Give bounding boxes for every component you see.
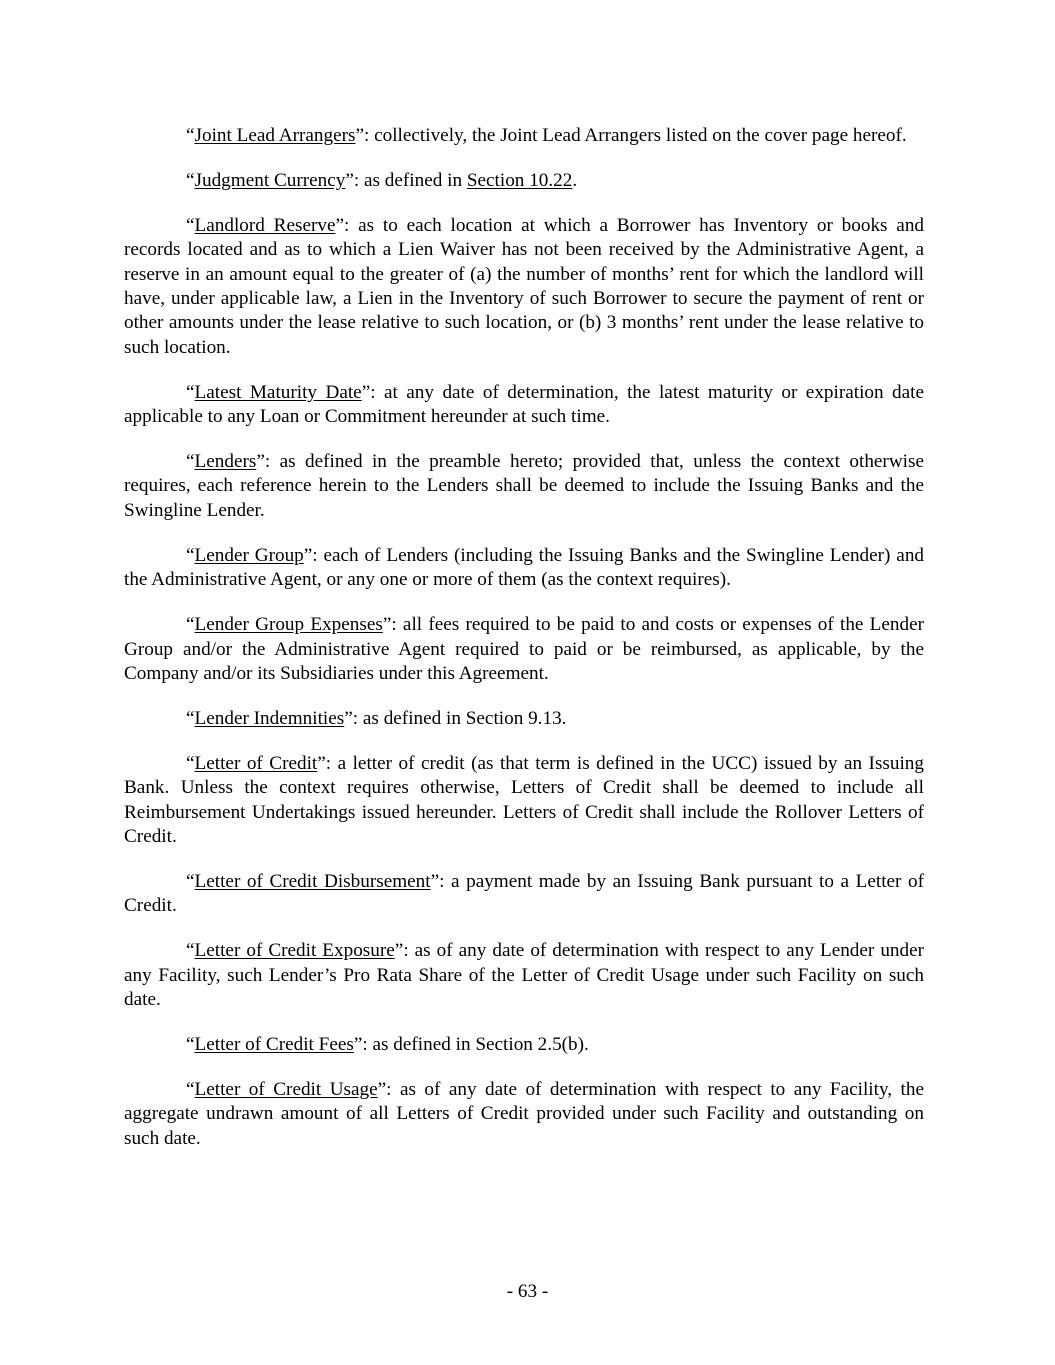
definition-lender-group-expenses: “Lender Group Expenses”: all fees required to be paid to and costs or expenses of the Lender Group and/or the Administrative Agent required to paid or be reimbursed, as applicable, by the Company and/or its Subsidiaries under this Agreement. xyxy=(124,614,924,684)
defined-term: Letter of Credit Disbursement xyxy=(194,870,431,892)
definition-text: : a payment made by an Issuing Bank pursuant to a Letter of Credit. xyxy=(124,870,924,917)
definition-text: : each of Lenders (including the Issuing Banks and the Swingline Lender) and the Administrative Agent, or any one or more of them (as the context requires). xyxy=(124,544,925,591)
definition-lender-indemnities: “Lender Indemnities”: as defined in Section 9.13. xyxy=(186,707,567,729)
definition-latest-maturity-date: “Latest Maturity Date”: at any date of determination, the latest maturity or expiration date applicable to any Loan or Commitment hereunder at such time. xyxy=(124,381,925,428)
definition-letter-of-credit: “Letter of Credit”: a letter of credit (as that term is defined in the UCC) issued by an Issuing Bank. Unless the context requires otherwise, Letters of Credit shall be deemed to include all Reimbursement Undertakings issued hereunder. Letters of Credit shall include the Rollover Letters of Credit. xyxy=(124,752,924,847)
definition-text: : collectively, the Joint Lead Arrangers listed on the cover page hereof. xyxy=(363,125,907,146)
definition-text: : as of any date of determination with respect to any Facility, the aggregate undrawn amount of all Letters of Credit provided under such Facility and outstanding on such date. xyxy=(124,1078,924,1149)
definition-text: : all fees required to be paid to and costs or expenses of the Lender Group and/or the Administrative Agent required to paid or be reimbursed, as applicable, by the Company and/or its Subsidiaries under this Agreement. xyxy=(124,614,924,684)
definition-text: : a letter of credit (as that term is defined in the UCC) issued by an Issuing Bank. Unless the context requires otherwise, Letters of Credit shall be deemed to include all Reimbursement Undertakings issued hereunder. Letters of Credit shall include the Rollover Letters of Credit. xyxy=(124,752,924,847)
defined-term: Letter of Credit Usage xyxy=(194,1078,378,1100)
defined-term: Letter of Credit Exposure xyxy=(194,940,395,962)
page-number: - 63 - xyxy=(506,1281,549,1302)
defined-term: Landlord Reserve xyxy=(194,214,336,236)
defined-term: Latest Maturity Date xyxy=(194,381,362,403)
definition-joint-lead-arrangers: “Joint Lead Arrangers”: collectively, the Joint Lead Arrangers listed on the cover page hereof. xyxy=(186,125,907,146)
defined-term: Judgment Currency xyxy=(194,169,346,191)
definition-letter-of-credit-disbursement: “Letter of Credit Disbursement”: a payment made by an Issuing Bank pursuant to a Letter of Credit. xyxy=(124,870,924,917)
defined-term: Lender Indemnities xyxy=(194,707,345,729)
definition-text: : at any date of determination, the latest maturity or expiration date applicable to any Loan or Commitment hereunder at such time. xyxy=(124,381,925,428)
definition-text: : as defined in Section 9.13. xyxy=(352,707,567,729)
definition-lender-group: “Lender Group”: each of Lenders (including the Issuing Banks and the Swingline Lender) and the Administrative Agent, or any one or more of them (as the context requires). xyxy=(124,544,925,591)
definition-text: : as defined in xyxy=(353,169,467,191)
definition-text: : as of any date of determination with respect to any Lender under any Facility, such Lender’s Pro Rata Share of the Letter of Credit Usage under such Facility on such date. xyxy=(124,940,925,1010)
defined-term: Lenders xyxy=(194,451,257,473)
definition-lenders: “Lenders”: as defined in the preamble hereto; provided that, unless the context otherwise requires, each reference herein to the Lenders shall be deemed to include the Issuing Banks and the Swingline Lender. xyxy=(124,451,924,521)
definition-judgment-currency: “Judgment Currency”: as defined in Section 10.22. xyxy=(186,169,578,191)
defined-term: Letter of Credit xyxy=(194,752,318,774)
definition-landlord-reserve: “Landlord Reserve”: as to each location at which a Borrower has Inventory or books and records located and as to which a Lien Waiver has not been received by the Administrative Agent, a reserve in an amount equal to the greater of (a) the number of months’ rent for which the landlord will have, under applicable law, a Lien in the Inventory of such Borrower to secure the payment of rent or other amounts under the lease relative to such location, or (b) 3 months’ rent under the lease relative to such location. xyxy=(124,214,925,358)
defined-term: Joint Lead Arrangers xyxy=(194,125,356,146)
definition-letter-of-credit-exposure: “Letter of Credit Exposure”: as of any date of determination with respect to any Lender under any Facility, such Lender’s Pro Rata Share of the Letter of Credit Usage under such Facility on such date. xyxy=(124,940,925,1010)
defined-term: Letter of Credit Fees xyxy=(194,1033,354,1055)
section-reference: Section 10.22 xyxy=(466,169,573,191)
definition-text: : as defined in Section 2.5(b). xyxy=(362,1033,589,1055)
defined-term: Lender Group Expenses xyxy=(194,614,383,636)
definition-letter-of-credit-fees: “Letter of Credit Fees”: as defined in Section 2.5(b). xyxy=(186,1033,589,1055)
definition-text: : as to each location at which a Borrower has Inventory or books and records located and as to which a Lien Waiver has not been received by the Administrative Agent, a reserve in an amount equal to the greater of (a) the number of months’ rent for which the landlord will have, under applicable law, a Lien in the Inventory of such Borrower to secure the payment of rent or other amounts under the lease relative to such location, or (b) 3 months’ rent under the lease relative to such location. xyxy=(124,214,925,358)
defined-term: Lender Group xyxy=(194,544,304,566)
document-body xyxy=(124,124,924,1172)
definition-letter-of-credit-usage: “Letter of Credit Usage”: as of any date of determination with respect to any Facility, the aggregate undrawn amount of all Letters of Credit provided under such Facility and outstanding on such date. xyxy=(124,1078,924,1149)
definition-text: : as defined in the preamble hereto; provided that, unless the context otherwise requires, each reference herein to the Lenders shall be deemed to include the Issuing Banks and the Swingline Lender. xyxy=(124,451,924,521)
